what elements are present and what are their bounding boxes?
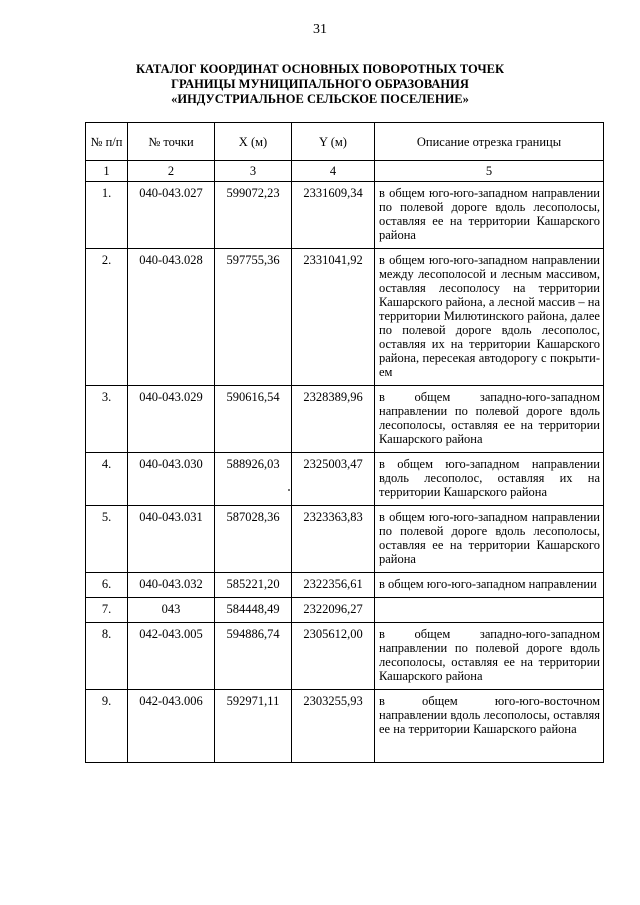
coordinate-x: 590616,54 (215, 386, 292, 453)
scan-speck (288, 489, 290, 491)
row-number: 2. (86, 249, 128, 386)
coordinate-y: 2322096,27 (292, 598, 375, 623)
point-id: 043 (128, 598, 215, 623)
header-y: Y (м) (292, 123, 375, 161)
segment-description: в общем юго-юго-восточном направлении вдоль лесополосы, оставляя ее на территории Кашарского района (375, 690, 604, 763)
table-row (86, 182, 604, 249)
point-id: 040-043.032 (128, 573, 215, 598)
table-row (86, 453, 604, 506)
row-number: 9. (86, 690, 128, 763)
coordinate-x: 592971,11 (215, 690, 292, 763)
column-index: 1 (86, 161, 128, 182)
point-id: 042-043.006 (128, 690, 215, 763)
table-row (86, 623, 604, 690)
row-number: 1. (86, 182, 128, 249)
row-number: 7. (86, 598, 128, 623)
coordinate-y: 2322356,61 (292, 573, 375, 598)
row-number: 5. (86, 506, 128, 573)
coordinate-x: 588926,03 (215, 453, 292, 506)
coordinate-y: 2323363,83 (292, 506, 375, 573)
header-x: X (м) (215, 123, 292, 161)
column-index: 2 (128, 161, 215, 182)
column-index: 5 (375, 161, 604, 182)
table-header-row (86, 123, 604, 161)
table-row (86, 598, 604, 623)
coordinate-y: 2328389,96 (292, 386, 375, 453)
row-number: 4. (86, 453, 128, 506)
segment-description: в общем юго-юго-западном направлении по полевой дороге вдоль лесополосы, оставляя ее на территории Кашарского района (375, 506, 604, 573)
coordinate-x: 594886,74 (215, 623, 292, 690)
coordinate-x: 599072,23 (215, 182, 292, 249)
point-id: 040-043.028 (128, 249, 215, 386)
segment-description: в общем западно-юго-западном направлении по полевой дороге вдоль лесополосы, оставляя ее на территории Кашарского района (375, 623, 604, 690)
point-id: 040-043.027 (128, 182, 215, 249)
table-row (86, 573, 604, 598)
row-number: 8. (86, 623, 128, 690)
header-point: № точки (128, 123, 215, 161)
coordinate-x: 584448,49 (215, 598, 292, 623)
point-id: 040-043.031 (128, 506, 215, 573)
segment-description: в общем юго-юго-западном направлении (375, 573, 604, 598)
table-row (86, 386, 604, 453)
column-index: 3 (215, 161, 292, 182)
coordinate-y: 2303255,93 (292, 690, 375, 763)
point-id: 040-043.029 (128, 386, 215, 453)
coordinates-table (85, 122, 604, 763)
coordinate-y: 2325003,47 (292, 453, 375, 506)
coordinate-y: 2331041,92 (292, 249, 375, 386)
table-row (86, 506, 604, 573)
coordinate-y: 2305612,00 (292, 623, 375, 690)
coordinate-y: 2331609,34 (292, 182, 375, 249)
title-line-2: ГРАНИЦЫ МУНИЦИПАЛЬНОГО ОБРАЗОВАНИЯ (171, 77, 469, 91)
document-title (0, 62, 640, 107)
header-description: Описание отрезка границы (375, 123, 604, 161)
point-id: 042-043.005 (128, 623, 215, 690)
segment-description: в общем западно-юго-западном направлении по полевой дороге вдоль лесополосы, оставляя ее на территории Кашарского района (375, 386, 604, 453)
coordinate-x: 585221,20 (215, 573, 292, 598)
point-id: 040-043.030 (128, 453, 215, 506)
segment-description (375, 598, 604, 623)
table-row (86, 690, 604, 763)
row-number: 6. (86, 573, 128, 598)
coordinate-x: 587028,36 (215, 506, 292, 573)
title-line-3: «ИНДУСТРИАЛЬНОЕ СЕЛЬСКОЕ ПОСЕЛЕНИЕ» (171, 92, 469, 106)
header-num: № п/п (86, 123, 128, 161)
segment-description: в общем юго-юго-западном направлении между лесополосой и лесным массивом, оставляя лесополосу на территории Кашарского района, а лесной массив – на территории Милютинского района, далее по полевой дороге вдоль лесополос, оставляя их на территории Кашарского района, пересекая автодорогу с покрытием (375, 249, 604, 386)
row-number: 3. (86, 386, 128, 453)
segment-description: в общем юго-юго-западном направлении по полевой дороге вдоль лесополосы, оставляя ее на территории Кашарского района (375, 182, 604, 249)
table-row (86, 249, 604, 386)
segment-description: в общем юго-западном направлении вдоль лесополос, оставляя их на территории Кашарского района (375, 453, 604, 506)
column-index-row (86, 161, 604, 182)
title-line-1: КАТАЛОГ КООРДИНАТ ОСНОВНЫХ ПОВОРОТНЫХ ТОЧЕК (135, 62, 505, 76)
coordinate-x: 597755,36 (215, 249, 292, 386)
page-number: 31 (313, 22, 327, 37)
column-index: 4 (292, 161, 375, 182)
